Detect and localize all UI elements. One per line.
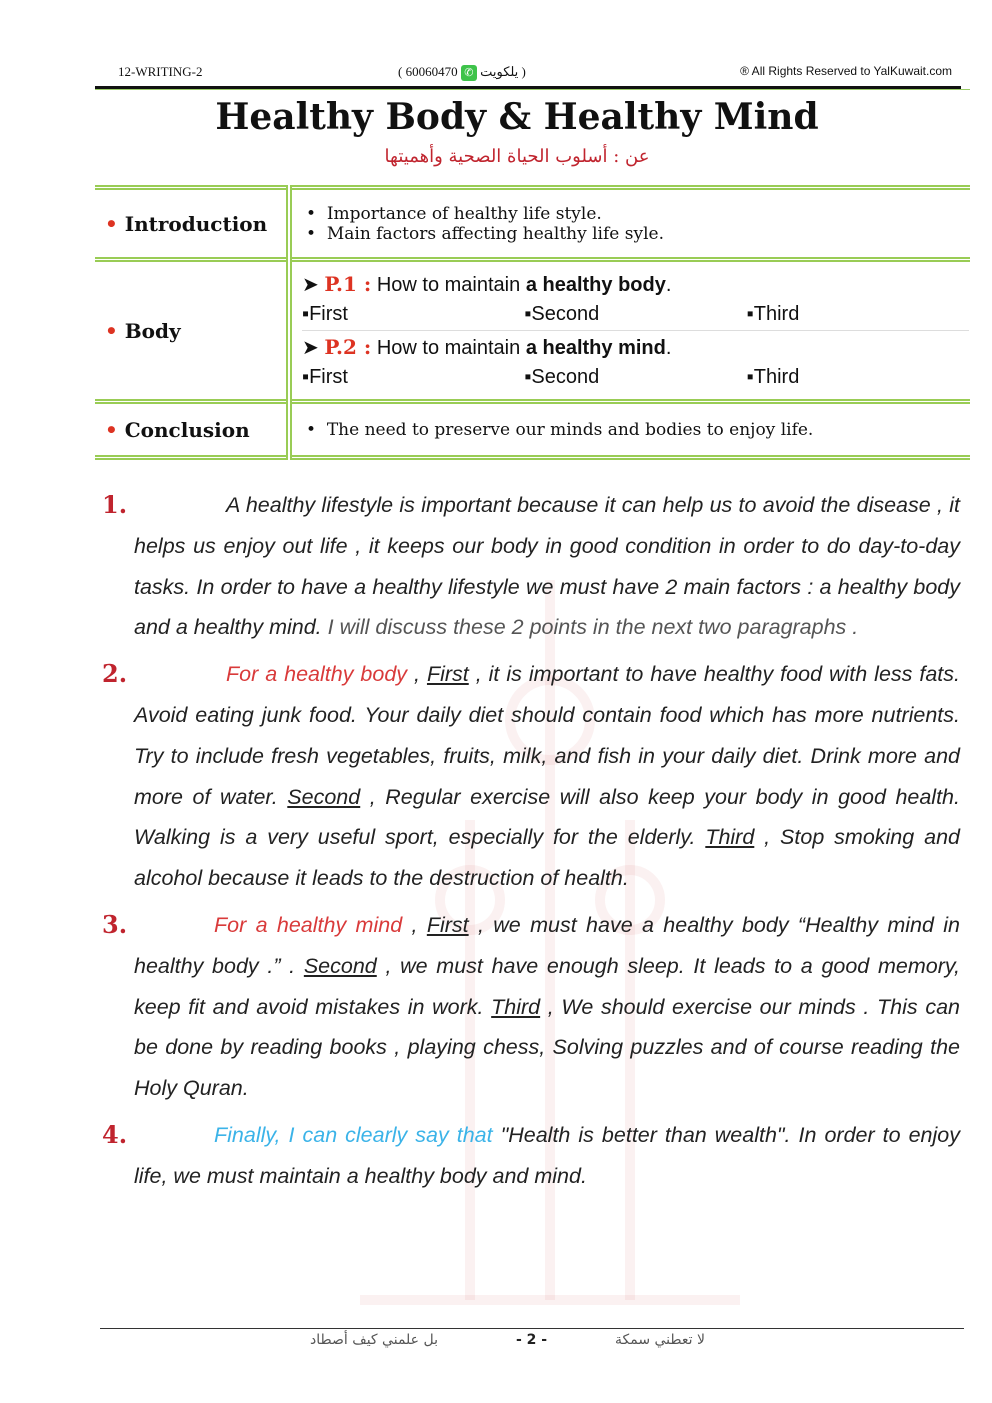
footer-divider xyxy=(100,1328,964,1329)
paragraph-4: 4. Finally, I can clearly say that "Health is better than wealth". In order to enjoy life, we must maintain a healthy body and mind. xyxy=(134,1115,960,1197)
doc-code: 12-WRITING-2 xyxy=(118,64,203,79)
subtitle: عن : أسلوب الحياة الصحية وأهميتها xyxy=(384,146,650,167)
phone: ( 60060470 xyxy=(398,64,458,79)
paragraph-number: 1. xyxy=(102,490,128,519)
paragraph-number: 3. xyxy=(102,909,128,939)
whatsapp-icon: ✆ xyxy=(461,65,477,81)
paragraph-number: 2. xyxy=(102,659,128,689)
paragraphs xyxy=(102,485,960,1203)
intro-point: Main factors affecting healthy life syle. xyxy=(326,223,664,244)
rights: ® All Rights Reserved to YalKuwait.com xyxy=(740,64,952,78)
body-label: Body xyxy=(124,318,181,343)
outline-table: • Introduction • Importance of healthy life style. • Main factors affecting healthy life syle. • Body ➤ P.1 : How to maintain a healthy body. ▪First ▪Second ▪Third ➤ P.2 : How to maintain a healthy mind. ▪First ▪Second ▪Third • Conclusion • The need to preserve our minds and bodies to enjoy life. xyxy=(95,185,970,460)
intro-point: Importance of healthy life style. xyxy=(326,203,602,224)
paragraph-3: 3. For a healthy mind , First , we must have a healthy body “Healthy mind in healthy body .” . Second , we must have enough sleep. It leads to a good memory, keep fit and avoid mistakes in work. Third , We should exercise our minds . This can be done by reading books , playing chess, Solving puzzles and of course reading the Holy Quran. xyxy=(134,905,960,1109)
footer-right: لا تعطني سمكة xyxy=(615,1332,705,1348)
intro-label: Introduction xyxy=(124,211,268,236)
page-header xyxy=(118,64,952,84)
paragraph-number: 4. xyxy=(102,1119,128,1149)
paragraph-1: 1. A healthy lifestyle is important because it can help us to avoid the disease , it helps us enjoy out life , it keeps our body in good condition in order to do day-to-day tasks. In order to have a healthy lifestyle we must have 2 main factors : a healthy body and a healthy mind. I will discuss these 2 points in the next two paragraphs . xyxy=(134,485,960,648)
paragraph-2: 2. For a healthy body , First , it is important to have healthy food with less fats. Avoid eating junk food. Your daily diet should contain food which has more nutrients. Try to include fresh vegetables, fruits, milk, and fish in your daily diet. Drink more and more of water. Second , Regular exercise will also keep your body in good health. Walking is a very useful sport, especially for the elderly. Third , Stop smoking and alcohol because it leads to the destruction of health. xyxy=(134,654,960,899)
footer-left: بل علمني كيف أصطاد xyxy=(310,1332,438,1348)
page-title: Healthy Body & Healthy Mind xyxy=(215,96,819,138)
brand-ar: يلكويت ) xyxy=(480,64,526,79)
conclusion-label: Conclusion xyxy=(124,417,250,442)
page-number: - 2 - xyxy=(516,1332,548,1348)
p2-line: ➤ P.2 : How to maintain a healthy mind. xyxy=(302,335,672,359)
conclusion-point: The need to preserve our minds and bodies to enjoy life. xyxy=(326,419,814,440)
p1-line: ➤ P.1 : How to maintain a healthy body. xyxy=(302,272,672,296)
